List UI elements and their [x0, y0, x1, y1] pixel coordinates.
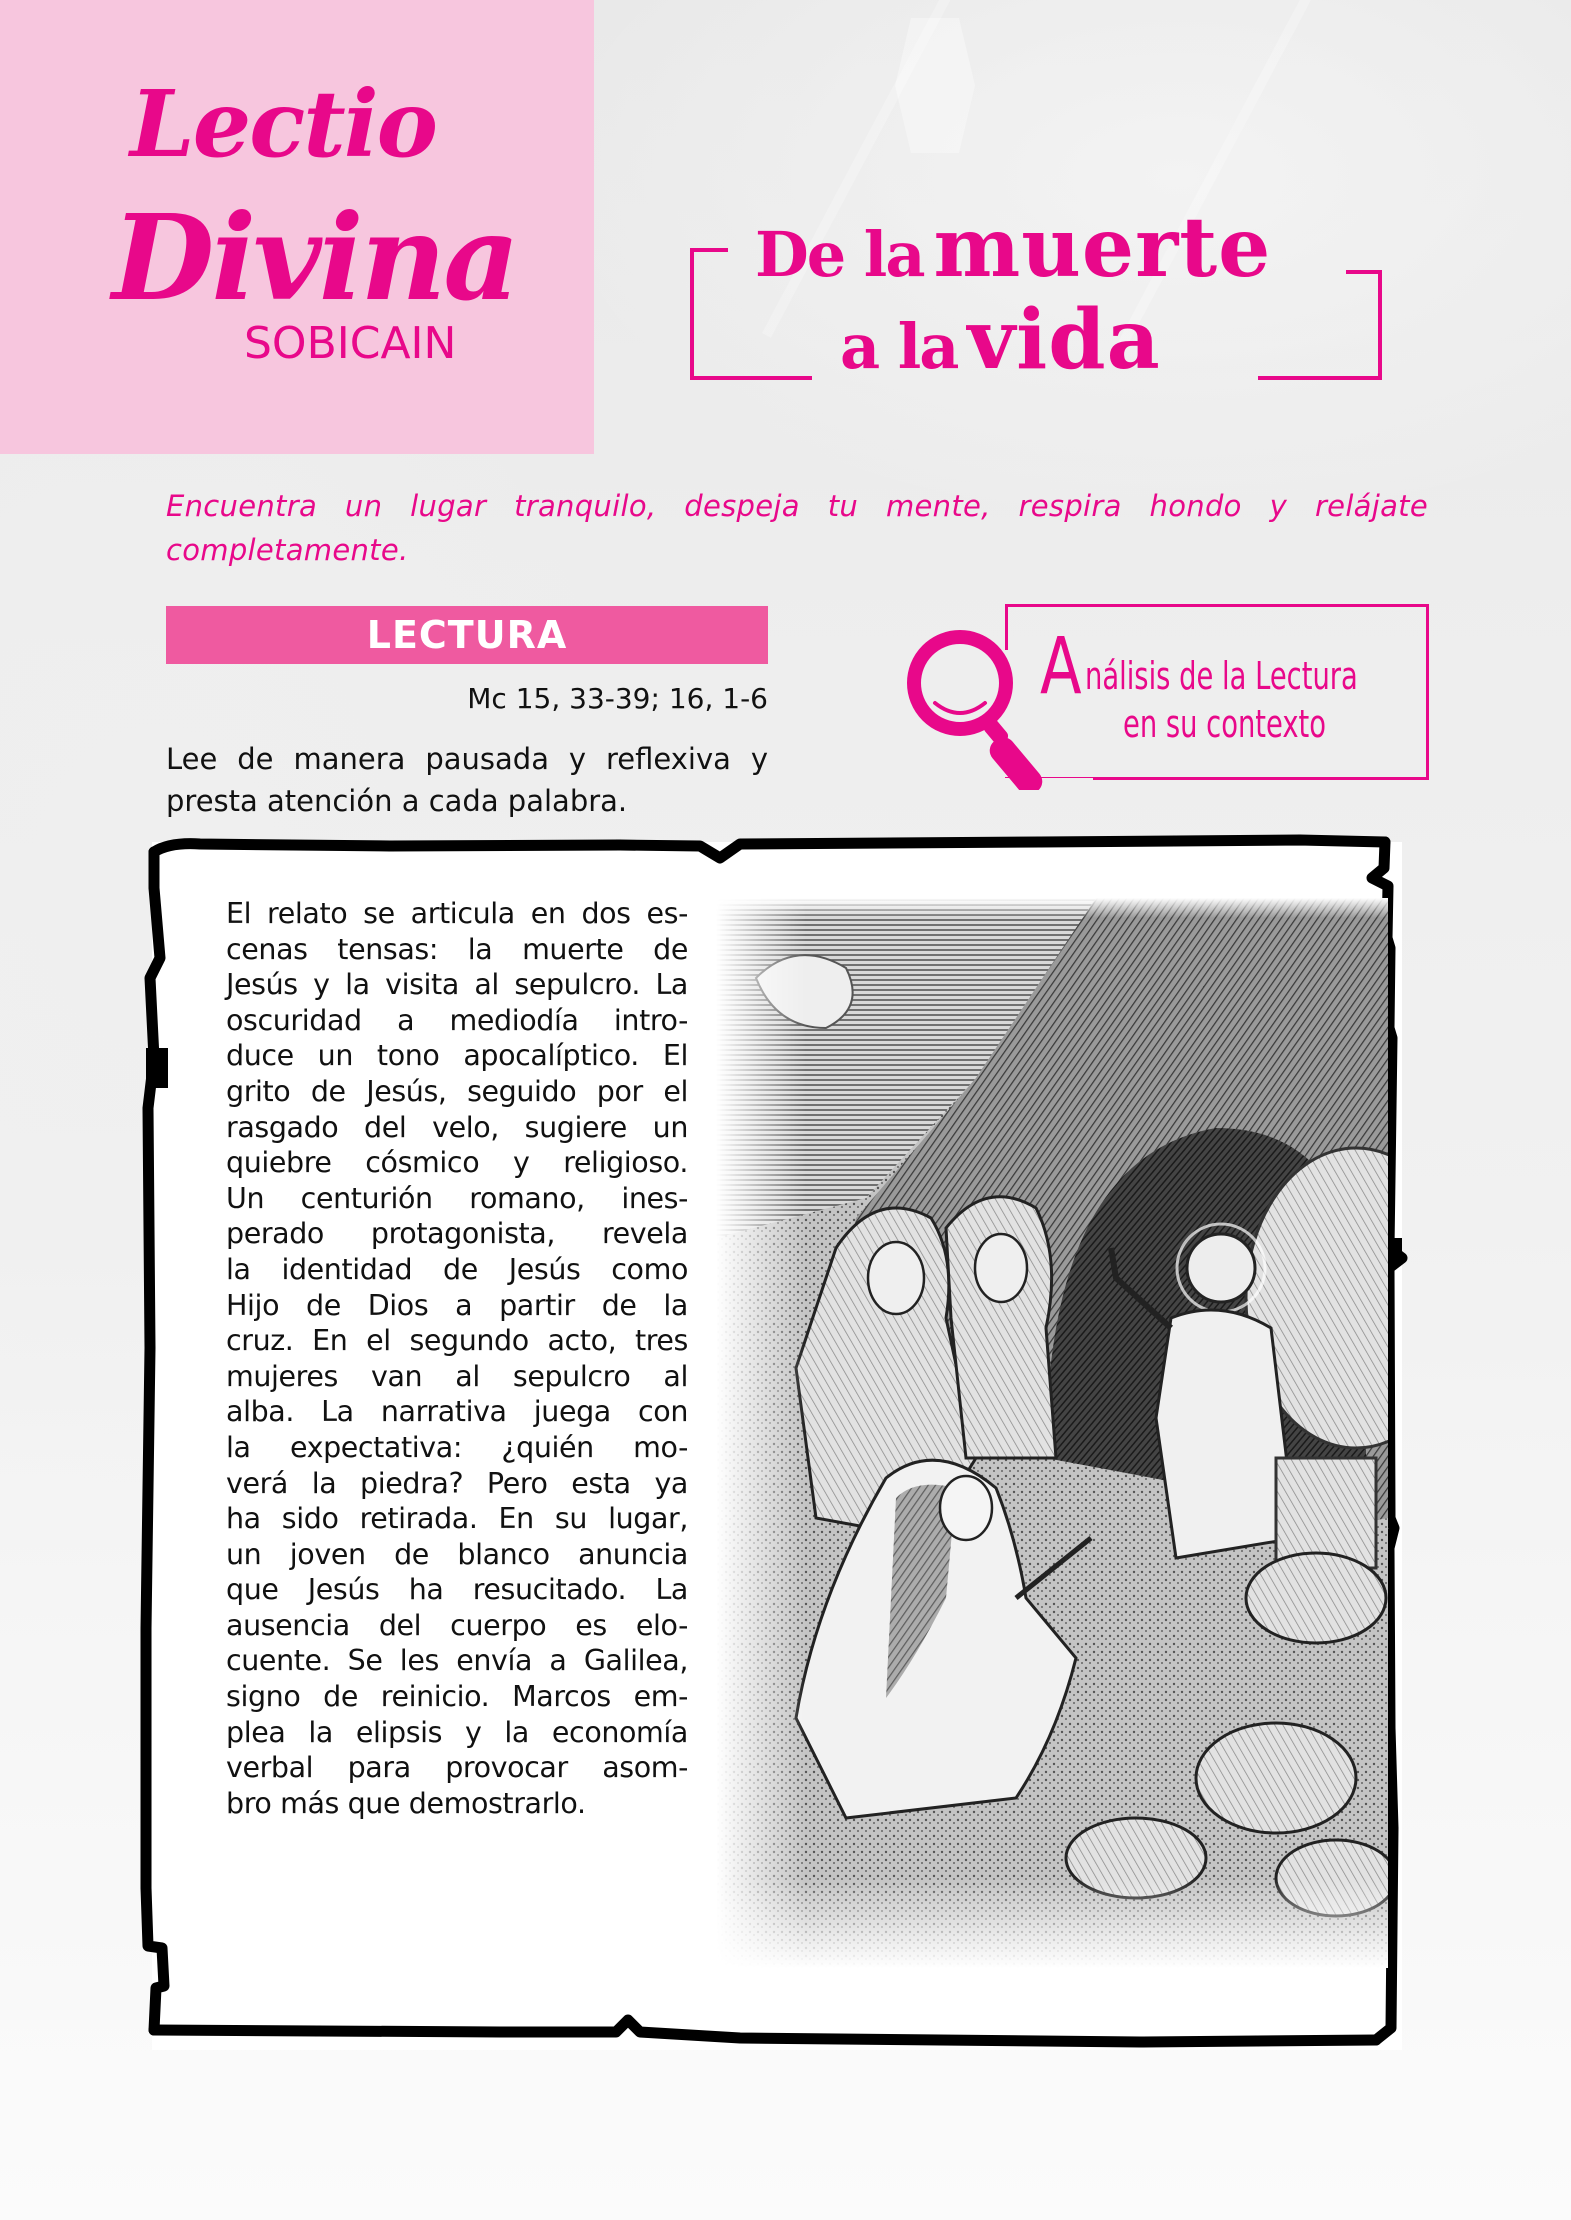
title-bracket-left-top [690, 248, 728, 252]
intro-text: Encuentra un lugar tranquilo, despeja tu mente, respira hondo y relájate completamente. [166, 489, 1428, 567]
text-line: oscuridad a mediodía intro- [226, 1003, 688, 1037]
text-line: ausencia del cuerpo es elo- [226, 1608, 688, 1642]
text-line: bro más que demostrarlo. [226, 1786, 586, 1820]
text-line: quiebre cósmico y religioso. [226, 1146, 688, 1180]
title-de-la: De la [755, 218, 924, 291]
text-line: plea la elipsis y la economía [226, 1715, 688, 1749]
logo-divina: Divina [112, 188, 517, 327]
title-bracket-right-top [1346, 270, 1382, 274]
title-a-la: a la [840, 310, 958, 383]
text-line: ha sido retirada. En su lugar, [226, 1502, 688, 1536]
title-muerte: muerte [933, 200, 1272, 296]
title-vida: vida [967, 292, 1161, 388]
title-line-1 [755, 200, 1271, 296]
scripture-reference: Mc 15, 33-39; 16, 1-6 [467, 682, 768, 715]
magnifier-icon [905, 625, 1045, 790]
title-bracket-right [1378, 270, 1382, 380]
text-line: signo de reinicio. Marcos em- [226, 1680, 688, 1714]
title-bracket-left-bottom [690, 376, 812, 380]
text-line: cenas tensas: la muerte de [226, 932, 688, 966]
text-line: verá la piedra? Pero esta ya [226, 1466, 688, 1500]
analisis-title-line-1: nálisis de la Lectura [1085, 654, 1358, 698]
lectura-instruction: Lee de manera pausada y reflexiva y presta atención a cada palabra. [166, 742, 768, 818]
text-line: mujeres van al sepulcro al [226, 1359, 688, 1393]
text-line: la identidad de Jesús como [226, 1252, 688, 1286]
text-line: cuente. Se les envía a Galilea, [226, 1644, 688, 1678]
empty-tomb-illustration [716, 898, 1388, 1968]
text-line: El relato se articula en dos es- [226, 897, 688, 930]
background-hexagon-decoration [895, 18, 975, 153]
reading-analysis-text [226, 896, 688, 1821]
lectura-header: LECTURA [166, 606, 768, 664]
logo-sobicain: SOBICAIN [244, 318, 457, 369]
text-line: perado protagonista, revela [226, 1217, 688, 1251]
title-line-2 [840, 292, 1161, 388]
text-line: Un centurión romano, ines- [226, 1181, 688, 1215]
analisis-title-line-2: en su contexto [1123, 702, 1327, 746]
text-line: verbal para provocar asom- [226, 1751, 688, 1785]
text-line: la expectativa: ¿quién mo- [226, 1430, 688, 1464]
text-line: rasgado del velo, sugiere un [226, 1110, 688, 1144]
text-line: que Jesús ha resucitado. La [226, 1573, 688, 1607]
title-bracket-left [690, 248, 694, 380]
text-line: duce un tono apocalíptico. El [226, 1039, 688, 1073]
analisis-initial-letter: A [1040, 622, 1082, 712]
title-bracket-right-bottom [1258, 376, 1382, 380]
logo-lectio: Lectio [130, 70, 437, 178]
text-line: Jesús y la visita al sepulcro. La [226, 968, 688, 1002]
text-line: alba. La narrativa juega con [226, 1395, 688, 1429]
logo-block [0, 0, 594, 454]
text-line: un joven de blanco anuncia [226, 1537, 688, 1571]
text-line: cruz. En el segundo acto, tres [226, 1324, 688, 1358]
page-title [690, 200, 1390, 388]
text-line: grito de Jesús, seguido por el [226, 1074, 688, 1108]
text-line: Hijo de Dios a partir de la [226, 1288, 688, 1322]
